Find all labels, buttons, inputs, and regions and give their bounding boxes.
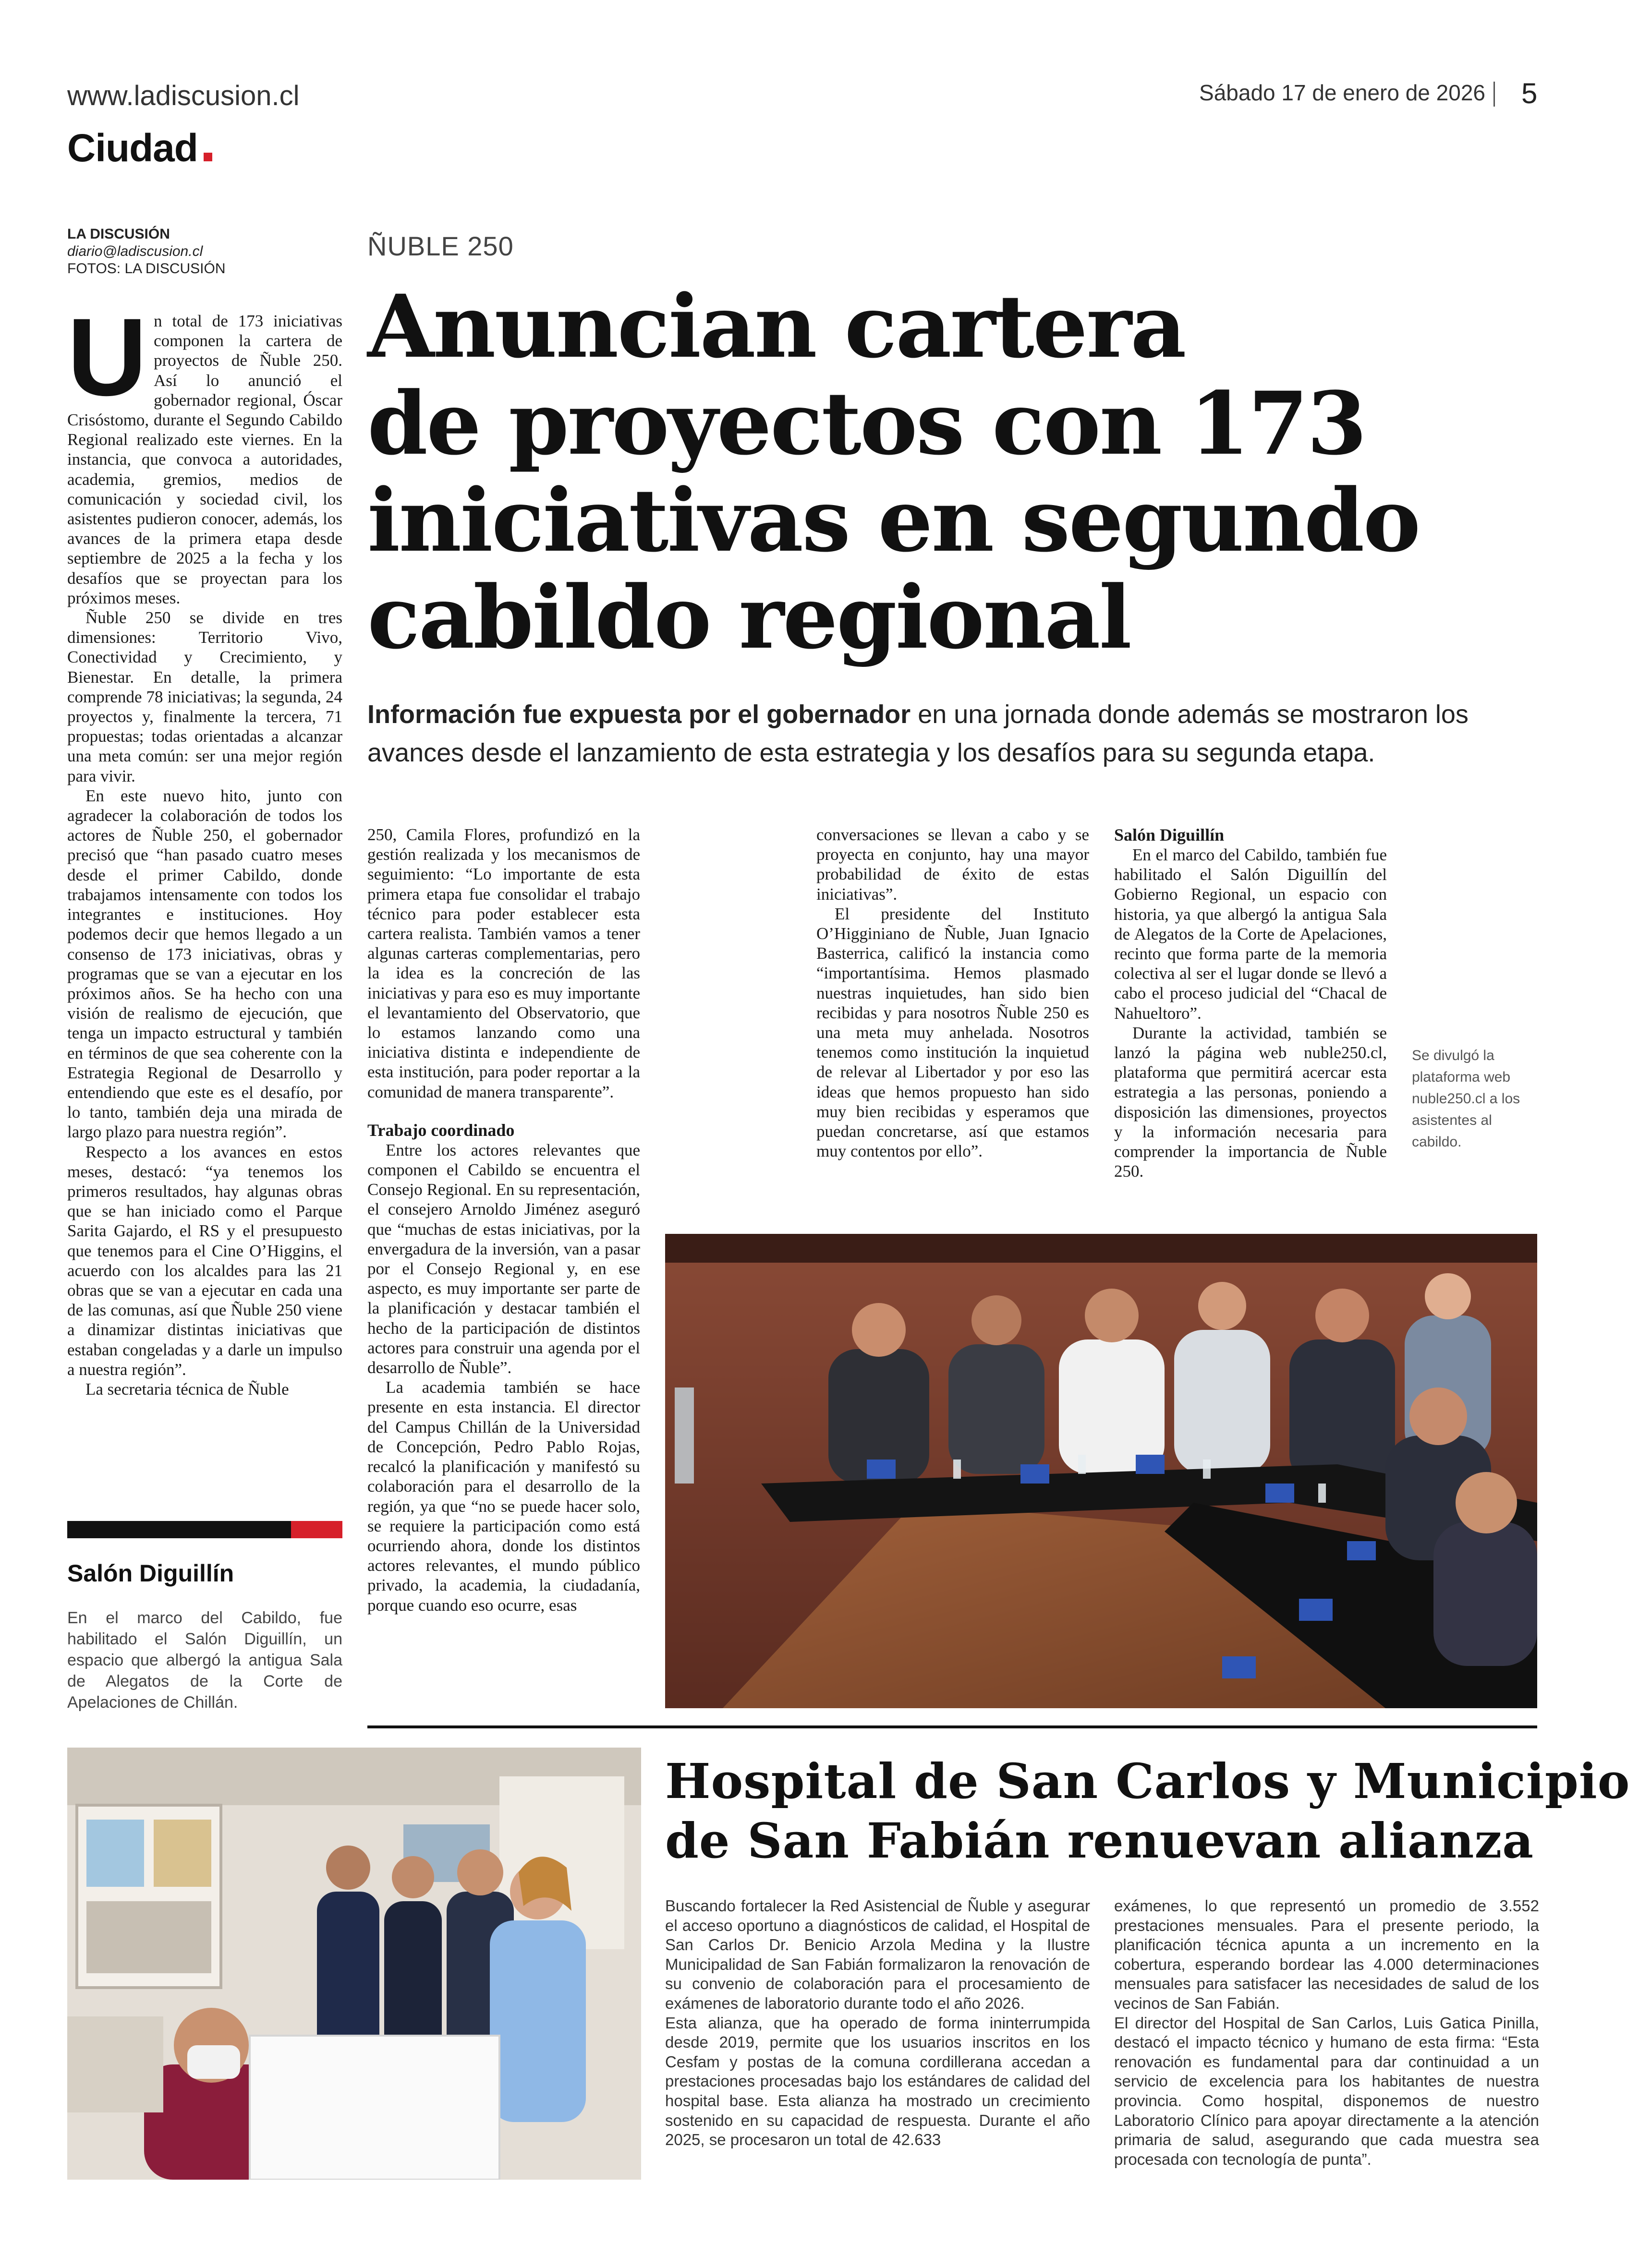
article-column-1	[67, 295, 342, 1492]
main-headline	[367, 278, 1568, 666]
second-story-column-2	[1114, 1896, 1539, 2169]
paragraph: En el marco del Cabildo, también fue habilitado el Salón Diguillín del Gobierno Regional, un espacio con historia, ya que albergó la antigua Sala de Alegatos de la Corte de Apelaciones, recinto que forma parte de la memoria colectiva al ser el lugar donde se llevó a cabo el proceso judicial del “Chacal de Nahueltoro”.	[1114, 845, 1387, 1023]
headline-line: iniciativas en segundo	[367, 470, 1420, 571]
paragraph: Respecto a los avances en estos meses, destacó: “ya tenemos los primeros resultados, hay algunas obras que se han iniciado como el Parque Sarita Gajardo, el RS y el presupuesto que tenemos para el Cine O’Higgins, el acuerdo con los alcaldes para las 21 obras que se van a ejecutar en cada una de las comunas, así que Ñuble 250 viene a dinamizar distintas iniciativas que estaban congeladas y a darle un impulso a nuestra región”.	[67, 1142, 342, 1379]
article-column-4	[1114, 825, 1387, 1181]
section-title	[67, 126, 212, 171]
article-column-3	[816, 825, 1089, 1161]
paragraph: Ñuble 250 se divide en tres dimensiones: Territorio Vivo, Conectividad y Crecimiento, y Bienestar. En detalle, la primera comprende 78 iniciativas; la segunda, 24 proyectos y, finalmente la tercera, 71 propuestas; todas orientadas a alcanzar una meta común: ser una mejor región para vivir.	[67, 608, 342, 785]
deck-lead: Información fue expuesta por el gobernador	[367, 700, 911, 729]
paragraph: El director del Hospital de San Carlos, Luis Gatica Pinilla, destacó el impacto técnico y humano de esta firma: “Esta renovación es fundamental para dar continuidad a un servicio de excelencia para los habitantes de nuestra provincia. Como hospital, disponemos de nuestro Laboratorio Clínico para apoyar directamente a la atención primaria de salud, asegurando que cada muestra sea procesada con tecnología de punta”.	[1114, 2014, 1539, 2168]
story-deck	[367, 695, 1549, 772]
second-headline	[665, 1751, 1630, 1870]
subhead-salon: Salón Diguillín	[1114, 825, 1225, 844]
drop-cap: U	[67, 295, 147, 419]
headline-line: cabildo regional	[367, 567, 1130, 668]
sidebar-text: En el marco del Cabildo, fue habilitado el Salón Diguillín, un espacio que albergó la antigua Sala de Alegatos de la Corte de Apelaciones de Chillán.	[67, 1609, 342, 1712]
paragraph: exámenes, lo que representó un promedio de 3.552 prestaciones mensuales. Para el presente periodo, la planificación técnica apunta a un incremento en la cobertura, esperando bordear las 4.000 determinaciones mensuales para satisfacer las necesidades de salud de los vecinos de San Fabián.	[1114, 1897, 1539, 2012]
byline-email[interactable]: diario@ladiscusion.cl	[67, 243, 203, 259]
paragraph: El presidente del Instituto O’Higginiano de Ñuble, Juan Ignacio Basterrica, calificó la instancia como “importantísima. Hemos plasmado nuestras inquietudes, han sido bien recibidas y para nosotros Ñuble 250 es una meta muy anhelada. Nosotros tenemos como institución la inquietud de relevar al Libertador y por eso las ideas que hemos propuesto han sido muy bien recibidas y esperamos que puedan concretarse, así que estamos muy contentos por ello”.	[816, 904, 1089, 1161]
byline-photos: FOTOS: LA DISCUSIÓN	[67, 261, 226, 277]
headline-line: Anuncian cartera	[367, 276, 1185, 377]
story-kicker: ÑUBLE 250	[367, 231, 514, 261]
cabildo-meeting-photo	[665, 1234, 1537, 1708]
hospital-lab-photo	[67, 1748, 641, 2180]
page-number: 5	[1521, 77, 1538, 109]
photo-caption: Se divulgó la plataforma web nuble250.cl a los asistentes al cabildo.	[1412, 1048, 1520, 1150]
lab-photo-illustration	[67, 1748, 641, 2180]
subhead-trabajo: Trabajo coordinado	[367, 1120, 515, 1140]
sidebar-bar-accent	[291, 1521, 342, 1538]
deck-rest: en una jornada donde además se mostraron los avances desde el lanzamiento de esta estrategia y los desafíos para su segunda etapa.	[367, 700, 1469, 767]
meeting-photo-illustration	[665, 1234, 1537, 1708]
headline-line: de proyectos con 173	[367, 373, 1366, 474]
site-url[interactable]: www.ladiscusion.cl	[67, 80, 300, 111]
section-dot	[204, 153, 212, 161]
section-label: Ciudad	[67, 126, 198, 170]
paragraph: La secretaria técnica de Ñuble	[85, 1379, 289, 1399]
paragraph: conversaciones se llevan a cabo y se proyecta en conjunto, hay una mayor probabilidad de éxito de estas iniciativas”.	[816, 825, 1089, 904]
paragraph: La academia también se hace presente en esta instancia. El director del Campus Chillán de la Universidad de Concepción, Pedro Pablo Rojas, recalcó la planificación y manifestó su colaboración para el desarrollo de la región, ya que “no se puede hacer solo, se requiere la participación como está ocurriendo ahora, donde los distintos actores relevantes, el mundo público privado, la academia, la ciudadanía, porque cuando eso ocurre, esas	[367, 1378, 640, 1615]
paragraph: Entre los actores relevantes que componen el Cabildo se encuentra el Consejo Regional. En su representación, el consejero Arnoldo Jiménez aseguró que “muchas de estas iniciativas, por la envergadura de la inversión, van a pasar por el Consejo Regional y, en ese aspecto, es muy importante ser parte de la planificación y destacar también el hecho de la participación de distintos actores para construir una agenda por el desarrollo de Ñuble”.	[367, 1140, 640, 1377]
sidebar-title: Salón Diguillín	[67, 1560, 234, 1587]
byline	[67, 226, 226, 277]
section-rule	[367, 1725, 1537, 1728]
paragraph: En este nuevo hito, junto con agradecer la colaboración de todos los actores de Ñuble 250, el gobernador precisó que “han pasado cuatro meses desde el primer Cabildo, donde trabajamos intensamente con todos los integrantes e instituciones. Hoy podemos decir que hemos llegado a un consenso de 173 iniciativas, obras y programas que se van a ejecutar en los próximos años. Se ha hecho con una visión de realismo de ejecución, que tenga un impacto estructural y también en términos de que sea coherente con la Estrategia Regional de Desarrollo y entendiendo que este es el desafío, por lo tanto, también deja una mirada de largo plazo para nuestra región”.	[67, 786, 342, 1142]
headline-line: de San Fabián renuevan alianza	[665, 1812, 1534, 1869]
paragraph: 250, Camila Flores, profundizó en la gestión realizada y los mecanismos de seguimiento: “Lo importante de esta primera etapa fue consolidar el trabajo técnico para poder establecer esta cartera realista. También vamos a tener algunas carteras complementarias, pero la idea es la concreción de las iniciativas y para eso es muy importante el levantamiento del Observatorio, que lo estamos lanzando como una iniciativa distinta e independiente de esta institución, para poder reportar a la comunidad de manera transparente”.	[367, 825, 640, 1101]
second-story-column-1	[665, 1896, 1090, 2150]
byline-outlet: LA DISCUSIÓN	[67, 226, 170, 242]
issue-date: Sábado 17 de enero de 2026	[1199, 80, 1485, 105]
paragraph: Durante la actividad, también se lanzó la página web nuble250.cl, plataforma que permitirá acercar esta estrategia a las personas, poniendo a disposición las dimensiones, proyectos y la información necesaria para comprender la importancia de Ñuble 250.	[1114, 1023, 1387, 1181]
paragraph: n total de 173 iniciativas componen la cartera de proyectos de Ñuble 250. Así lo anunció el gobernador regional, Óscar Crisóstomo, durante el Segundo Cabildo Regional realizado este viernes. En la instancia, que convoca a autoridades, academia, gremios, medios de comunicación y sociedad civil, los asistentes pudieron conocer, además, los avances de la primera etapa desde septiembre de 2025 a la fecha y los desafíos que se proyectan para los próximos meses.	[67, 312, 342, 607]
headline-line: Hospital de San Carlos y Municipio	[665, 1753, 1630, 1810]
paragraph: Buscando fortalecer la Red Asistencial de Ñuble y asegurar el acceso oportuno a diagnósticos de calidad, el Hospital de San Carlos Dr. Benicio Arzola Medina y la Ilustre Municipalidad de San Fabián formalizaron la renovación de su convenio de colaboración para el procesamiento de exámenes de laboratorio durante todo el año 2026.	[665, 1897, 1090, 2012]
header-divider	[1493, 82, 1495, 107]
sidebar-bar	[67, 1521, 291, 1538]
paragraph: Esta alianza, que ha operado de forma ininterrumpida desde 2019, permite que los usuarios inscritos en los Cesfam y postas de la comuna cordillerana accedan a prestaciones procesadas bajo los estándares de calidad del hospital base. Esta alianza ha mostrado un crecimiento sostenido en su capacidad de respuesta. Durante el año 2025, se procesaron un total de 42.633	[665, 2014, 1090, 2149]
article-column-2	[367, 825, 640, 1615]
